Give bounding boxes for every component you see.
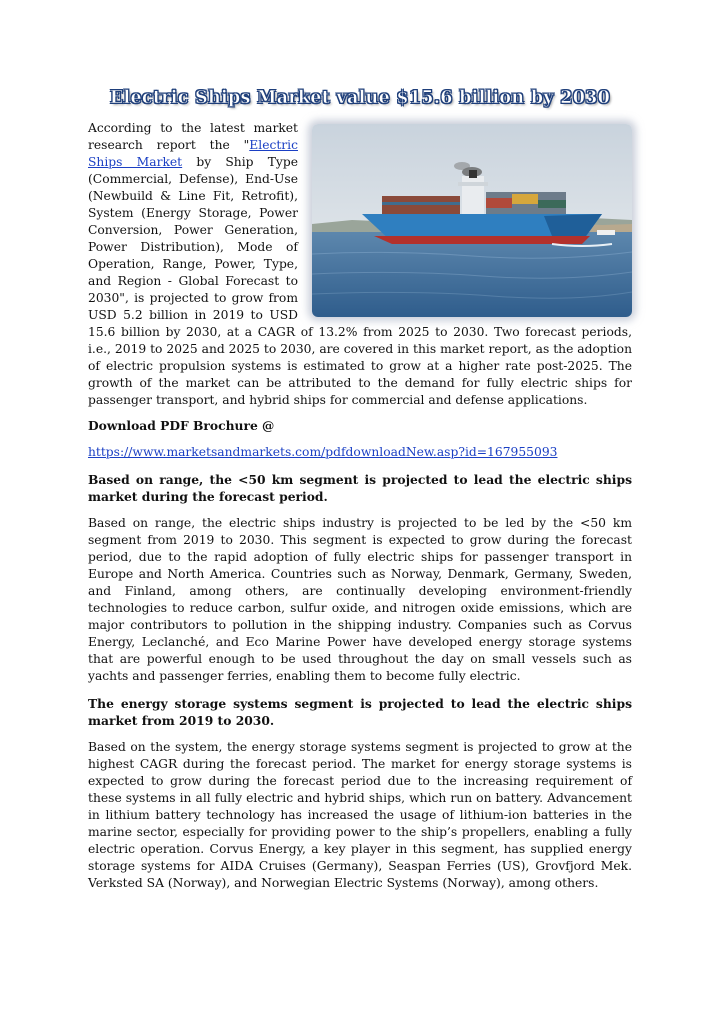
container-ship-illustration bbox=[312, 124, 632, 317]
download-link-paragraph bbox=[88, 444, 632, 461]
intro-text-prefix: According to the latest market research report the " bbox=[88, 121, 298, 152]
section-heading-range: Based on range, the <50 km segment is projected to lead the electric ships market during the forecast period. bbox=[88, 472, 632, 504]
section-body-range: Based on range, the electric ships industry is projected to be led by the <50 km segment from 2019 to 2030. This segment is expected to grow during the forecast period, due to the rapid adoption of fully electric ships for passenger transport in Europe and North America. Countries such as Norway, Denmark, Germany, Sweden, and Finland, among others, are continually developing environment-friendly technologies to reduce carbon, sulfur oxide, and nitrogen oxide emissions, which are major contributors to pollution in the shipping industry. Companies such as Corvus Energy, Leclanché, and Eco Marine Power have developed energy storage systems that are powerful enough to be used throughout the day on small vessels such as yachts and passenger ferries, enabling them to become fully electric. bbox=[88, 516, 632, 683]
download-brochure-link[interactable]: https://www.marketsandmarkets.com/pdfdownloadNew.asp?id=167955093 bbox=[88, 445, 558, 459]
section-body-energy-storage: Based on the system, the energy storage systems segment is projected to grow at the highest CAGR during the forecast period. The market for energy storage systems is expected to grow during the forecast period due to the increasing requirement of these systems in all fully electric and hybrid ships, which run on battery. Advancement in lithium battery technology has increased the usage of lithium-ion batteries in the marine sector, especially for providing power to the ship’s propellers, enabling a fully electric operation. Corvus Energy, a key player in this segment, has supplied energy storage systems for AIDA Cruises (Germany), Seaspan Ferries (US), Grovfjord Mek. Verksted SA (Norway), and Norwegian Electric Systems (Norway), among others. bbox=[88, 740, 632, 890]
report-title-link[interactable]: Electric Ships Market bbox=[88, 138, 298, 169]
document-page bbox=[0, 88, 719, 1018]
page-title: Electric Ships Market value $15.6 billion by 2030 bbox=[109, 88, 611, 108]
download-brochure-label: Download PDF Brochure @ bbox=[88, 418, 275, 433]
section-heading-energy-storage: The energy storage systems segment is projected to lead the electric ships market from 2019 to 2030. bbox=[88, 696, 632, 728]
intro-text-body: by Ship Type (Commercial, Defense), End-Use (Newbuild & Line Fit, Retrofit), System (Energy Storage, Power Conversion, Power Generation, Power Distribution), Mode of Operation, Range, Power, Type, and Region - Global Forecast to 2030", is projected to grow from USD 5.2 billion in 2019 to USD 15.6 billion by 2030, at a CAGR of 13.2% from 2025 to 2030. Two forecast periods, i.e., 2019 to 2025 and 2025 to 2030, are covered in this market report, as the adoption of electric propulsion systems is estimated to grow at a higher rate post-2025. The growth of the market can be attributed to the demand for fully electric ships for passenger transport, and hybrid ships for commercial and defense applications. bbox=[88, 155, 632, 407]
intro-paragraph bbox=[88, 120, 632, 409]
container-ship-image bbox=[312, 124, 632, 317]
